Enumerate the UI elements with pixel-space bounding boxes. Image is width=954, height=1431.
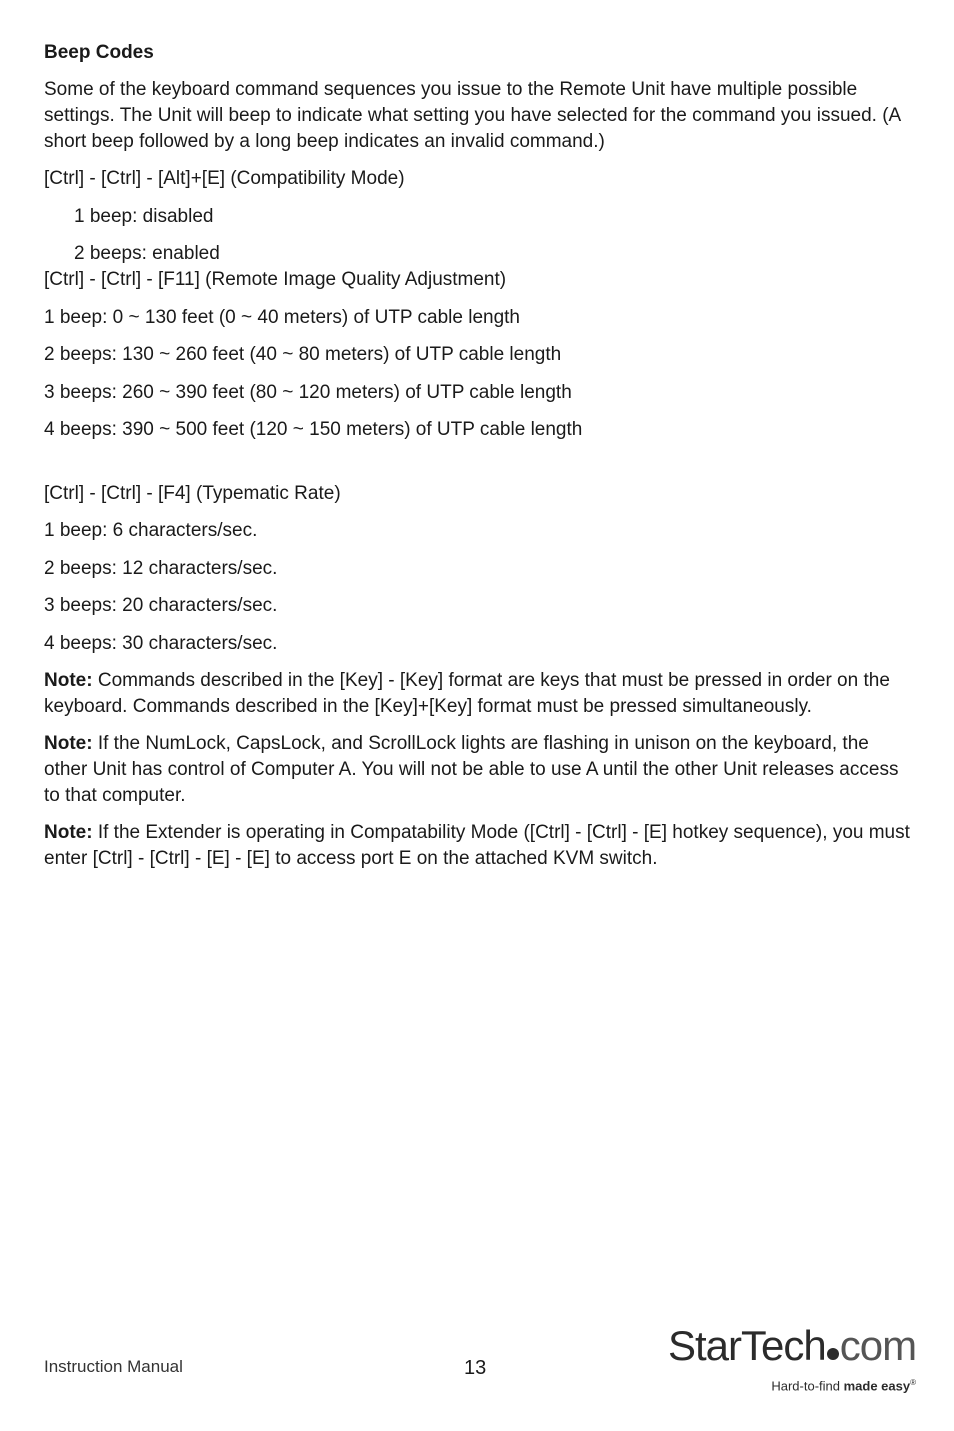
typematic-item: 1 beep: 6 characters/sec. xyxy=(44,520,258,541)
logo-word-com: com xyxy=(839,1322,917,1369)
compat-item: 1 beep: disabled xyxy=(74,205,214,227)
note-paragraph xyxy=(44,820,914,872)
note-label: Note: xyxy=(44,822,93,843)
note-text: If the NumLock, CapsLock, and ScrollLock lights are flashing in unison on the keyboard, the other Unit has control of Computer A. You will not be able to use A until the other Unit releases access to that computer. xyxy=(44,733,899,806)
logo-tagline xyxy=(771,1378,916,1393)
footer-manual-label: Instruction Manual xyxy=(44,1357,183,1376)
typematic-item: 3 beeps: 20 characters/sec. xyxy=(44,595,278,616)
note-label: Note: xyxy=(44,733,93,754)
tagline-prefix: Hard-to-find xyxy=(771,1378,844,1394)
registered-mark: ® xyxy=(910,1378,916,1387)
logo-word-main: StarTech xyxy=(668,1322,826,1369)
typematic-command: [Ctrl] - [Ctrl] - [F4] (Typematic Rate) xyxy=(44,482,341,504)
intro-paragraph: Some of the keyboard command sequences you issue to the Remote Unit have multiple possible settings. The Unit will beep to indicate what setting you have selected for the command you issued. (A short beep followed by a long beep indicates an invalid command.) xyxy=(44,79,901,152)
tagline-bold: made easy xyxy=(843,1378,911,1394)
note-text: If the Extender is operating in Compatability Mode ([Ctrl] - [Ctrl] - [E] hotkey sequence), you must enter [Ctrl] - [Ctrl] - [E] - [E] to access port E on the attached KVM switch. xyxy=(44,822,910,869)
quality-item: 1 beep: 0 ~ 130 feet (0 ~ 40 meters) of UTP cable length xyxy=(44,306,521,328)
quality-item: 4 beeps: 390 ~ 500 feet (120 ~ 150 meters) of UTP cable length xyxy=(44,419,583,440)
logo-dot-icon xyxy=(827,1348,839,1360)
quality-command: [Ctrl] - [Ctrl] - [F11] (Remote Image Quality Adjustment) xyxy=(44,269,507,290)
quality-item: 3 beeps: 260 ~ 390 feet (80 ~ 120 meters) of UTP cable length xyxy=(44,381,572,403)
typematic-item: 4 beeps: 30 characters/sec. xyxy=(44,632,278,654)
note-label: Note: xyxy=(44,670,93,691)
section-heading: Beep Codes xyxy=(44,42,154,63)
logo-wordmark xyxy=(668,1322,916,1370)
note-text: Commands described in the [Key] - [Key] format are keys that must be pressed in order on the keyboard. Commands described in the [Key]+[Key] format must be pressed simultaneously. xyxy=(44,670,890,717)
note-paragraph xyxy=(44,731,914,809)
typematic-item: 2 beeps: 12 characters/sec. xyxy=(44,557,278,579)
quality-item: 2 beeps: 130 ~ 260 feet (40 ~ 80 meters) of UTP cable length xyxy=(44,344,562,365)
document-body xyxy=(44,40,914,883)
compat-command: [Ctrl] - [Ctrl] - [Alt]+[E] (Compatibility Mode) xyxy=(44,168,405,189)
compat-item: 2 beeps: enabled xyxy=(74,243,220,264)
spacer xyxy=(44,455,914,481)
page-number: 13 xyxy=(464,1357,487,1379)
note-paragraph xyxy=(44,668,914,720)
startech-logo xyxy=(668,1322,918,1402)
